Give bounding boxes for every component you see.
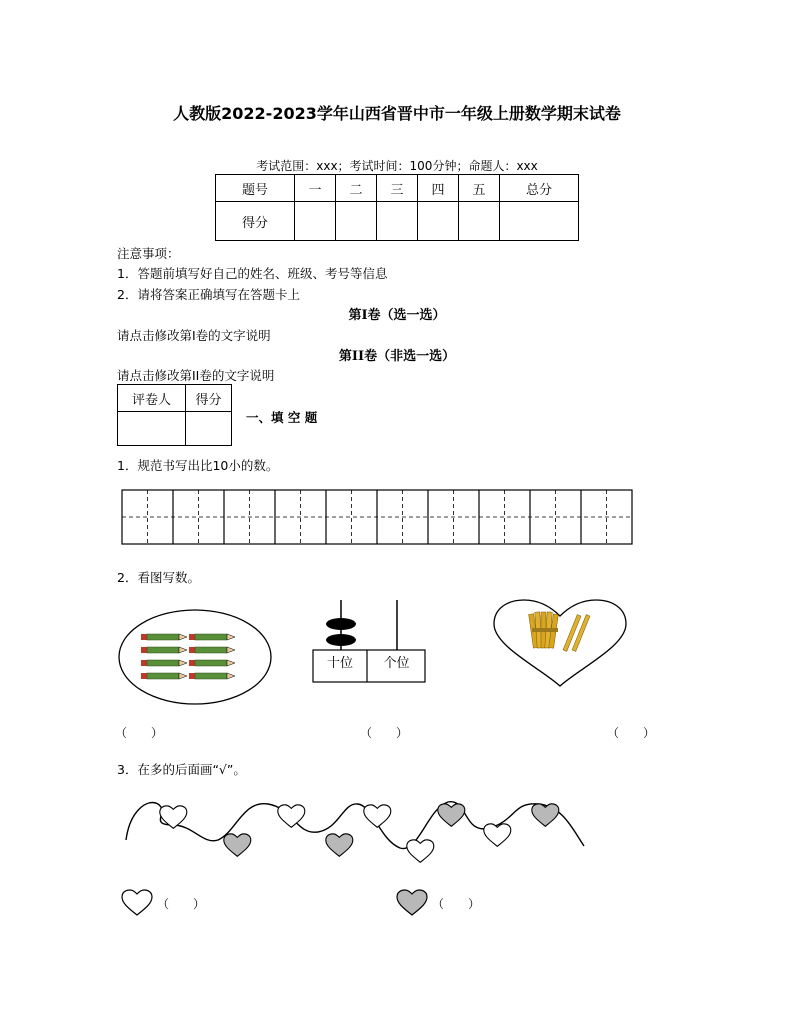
answer-blank[interactable]: （ ） xyxy=(115,726,164,740)
score-input-cell[interactable] xyxy=(417,202,458,241)
part2-title: 第II卷（非选一选） xyxy=(338,349,456,364)
pencil-icon xyxy=(189,660,235,666)
pencil-icon xyxy=(141,647,187,653)
white-heart-icon xyxy=(278,805,305,828)
grader-label: 评卷人 xyxy=(118,385,186,412)
answer-blank[interactable]: （ ） xyxy=(607,726,656,740)
sticks-heart-picture xyxy=(490,598,630,690)
score-header-cell: 一 xyxy=(295,175,336,202)
pencil-icon xyxy=(141,660,187,666)
abacus-bead xyxy=(326,618,356,630)
part1-desc: 请点击修改第I卷的文字说明 xyxy=(117,328,271,343)
part1-title: 第I卷（选一选） xyxy=(348,308,446,323)
score-input-cell[interactable] xyxy=(336,202,377,241)
exam-title: 人教版2022-2023学年山西省晋中市一年级上册数学期末试卷 xyxy=(173,104,621,123)
gray-heart-icon xyxy=(224,834,251,857)
gray-heart-icon xyxy=(532,804,559,827)
score-input-cell[interactable] xyxy=(458,202,499,241)
pencil-icon xyxy=(189,673,235,679)
grader-input-cell[interactable] xyxy=(118,412,186,446)
pencil-icon xyxy=(189,634,235,640)
section1-title: 一、填 空 题 xyxy=(246,410,318,425)
white-heart-icon xyxy=(160,806,187,829)
gray-heart-icon xyxy=(326,834,353,857)
answer-blank[interactable]: （ ） xyxy=(157,897,206,911)
notes-heading: 注意事项： xyxy=(117,246,180,261)
pencil-icon xyxy=(141,634,187,640)
question-2: 2．看图写数。 xyxy=(117,570,200,585)
heart-string-picture xyxy=(118,790,588,868)
stick-bundle xyxy=(529,612,559,648)
grader-score-label: 得分 xyxy=(186,385,232,412)
score-input-cell[interactable] xyxy=(295,202,336,241)
score-input-cell[interactable] xyxy=(499,202,578,241)
answer-blank[interactable]: （ ） xyxy=(360,726,409,740)
white-heart-icon xyxy=(407,840,434,863)
answer-blank[interactable]: （ ） xyxy=(432,897,481,911)
note-item: 2．请将答案正确填写在答题卡上 xyxy=(117,287,300,302)
abacus-ones-label: 个位 xyxy=(383,656,410,671)
exam-meta: 考试范围：xxx；考试时间：100分钟；命题人：xxx xyxy=(256,159,538,173)
abacus-picture xyxy=(310,598,430,686)
score-header-cell: 二 xyxy=(336,175,377,202)
gray-heart-icon xyxy=(438,804,465,827)
score-input-cell[interactable] xyxy=(376,202,417,241)
pencil-icon xyxy=(141,673,187,679)
white-heart-icon xyxy=(364,805,391,828)
abacus-tens-label: 十位 xyxy=(326,656,353,671)
score-header-cell: 四 xyxy=(417,175,458,202)
writing-grid[interactable] xyxy=(120,488,634,548)
part2-desc: 请点击修改第II卷的文字说明 xyxy=(117,368,275,383)
gray-heart-icon xyxy=(395,888,429,918)
score-table xyxy=(215,174,579,241)
abacus-bead xyxy=(326,634,356,646)
score-header-cell: 题号 xyxy=(216,175,295,202)
score-header-cell: 总分 xyxy=(499,175,578,202)
question-1: 1．规范书写出比10小的数。 xyxy=(117,458,279,473)
question-3: 3．在多的后面画“√”。 xyxy=(117,762,246,777)
grader-score-cell[interactable] xyxy=(186,412,232,446)
pencil-picture xyxy=(117,608,273,706)
note-item: 1．答题前填写好自己的姓名、班级、考号等信息 xyxy=(117,266,388,281)
pencil-icon xyxy=(189,647,235,653)
score-header-cell: 五 xyxy=(458,175,499,202)
white-heart-icon xyxy=(484,824,511,847)
white-heart-icon xyxy=(120,888,154,918)
score-row-label: 得分 xyxy=(216,202,295,241)
grader-box xyxy=(117,384,232,446)
score-header-cell: 三 xyxy=(376,175,417,202)
